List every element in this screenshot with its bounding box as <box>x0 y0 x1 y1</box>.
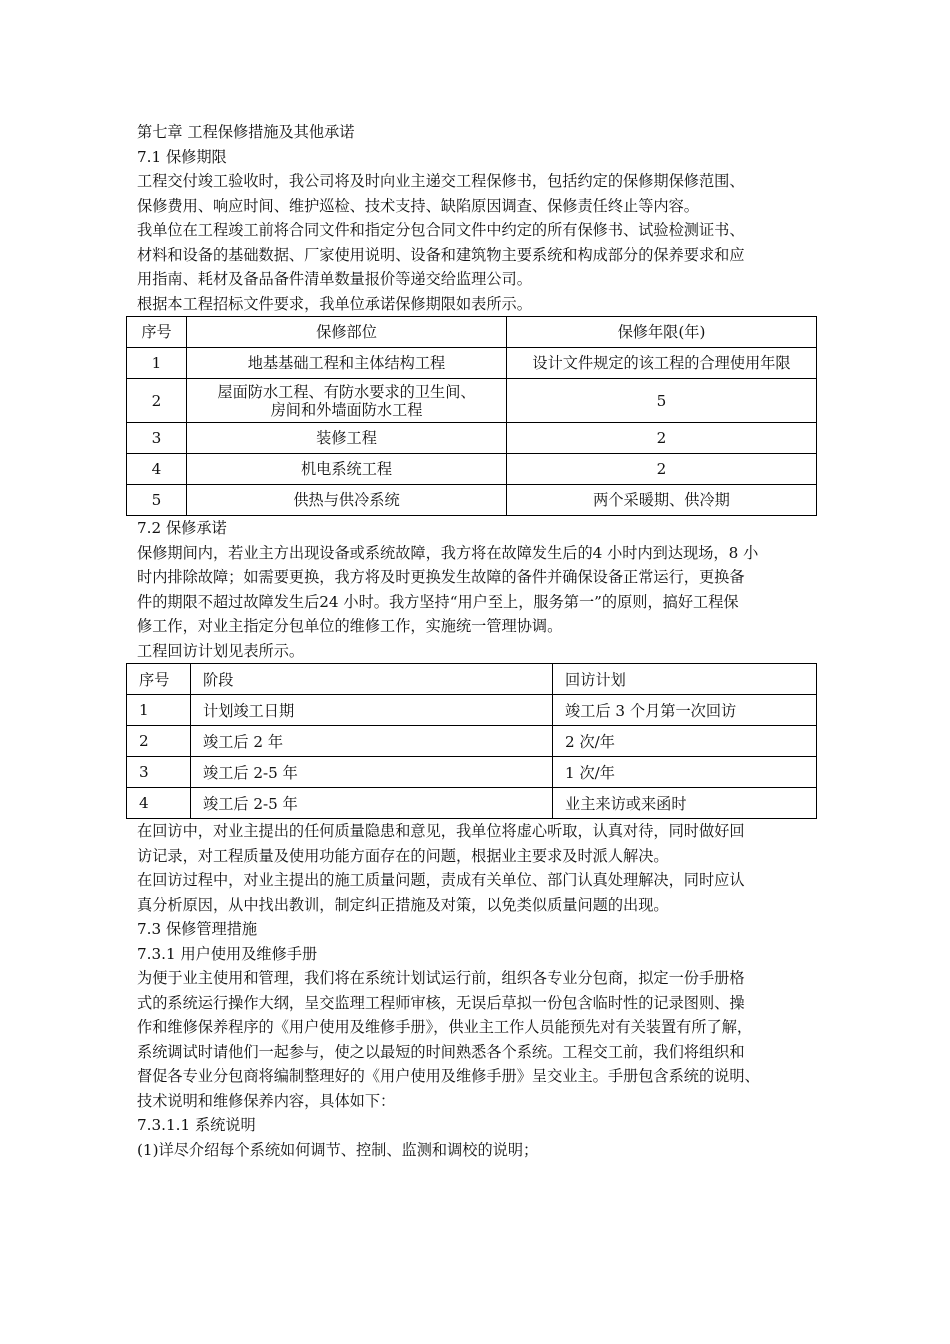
table-cell: 2 <box>507 423 817 454</box>
text-line: 用指南、耗材及备品备件清单数量报价等递交给监理公司。 <box>137 270 532 288</box>
text-line: 真分析原因，从中找出教训，制定纠正措施及对策，以免类似质量问题的出现。 <box>137 895 669 914</box>
text-line: 件的期限不超过故障发生后24 小时。我方坚持“用户至上，服务第一”的原则，搞好工程保 <box>137 592 739 611</box>
paragraph: 根据本工程招标文件要求，我单位承诺保修期限如表所示。 <box>137 294 532 313</box>
table-cell: 竣工后 2-5 年 <box>191 788 553 819</box>
text-line: 作和维修保养程序的《用户使用及维修手册》，供业主工作人员能预先对有关装置有所了解， <box>137 1018 753 1036</box>
table-header: 保修部位 <box>187 317 507 348</box>
subsection-heading: 7.3.1.1 系统说明 <box>137 1116 256 1134</box>
paragraph: 工程回访计划见表所示。 <box>137 641 305 660</box>
table-row <box>127 454 817 485</box>
table-cell: 3 <box>127 757 191 788</box>
table-cell: 供热与供冷系统 <box>187 485 507 516</box>
cell-line: 房间和外墙面防水工程 <box>270 400 423 419</box>
table-cell: 业主来访或来函时 <box>553 788 817 819</box>
section-heading: 7.1 保修期限 <box>137 147 227 166</box>
text-line: 保修期间内，若业主方出现设备或系统故障，我方将在故障发生后的4 小时内到达现场，8 小 <box>137 543 759 562</box>
table-header: 回访计划 <box>553 664 817 695</box>
cell-line: 屋面防水工程、有防水要求的卫生间、 <box>217 382 476 401</box>
table-cell <box>187 379 507 423</box>
text-line: 式的系统运行操作大纲，呈交监理工程师审核，无误后草拟一份包含临时性的记录图则、操 <box>137 993 745 1012</box>
table-row <box>127 788 817 819</box>
section-heading: 7.3 保修管理措施 <box>137 920 258 938</box>
table-cell: 竣工后 2 年 <box>191 726 553 757</box>
text-line: 时内排除故障；如需要更换，我方将及时更换发生故障的备件并确保设备正常运行，更换备 <box>137 568 745 586</box>
paragraph <box>137 868 827 917</box>
text-line: 工程交付竣工验收时，我公司将及时向业主递交工程保修书，包括约定的保修期保修范围、 <box>137 172 745 190</box>
table-header: 序号 <box>127 317 187 348</box>
paragraph <box>137 819 827 868</box>
table-cell: 2 次/年 <box>553 726 817 757</box>
return-visit-table <box>126 663 817 819</box>
chapter-title: 第七章 工程保修措施及其他承诺 <box>137 123 355 141</box>
text-line: 保修费用、响应时间、维护巡检、技术支持、缺陷原因调查、保修责任终止等内容。 <box>137 196 699 215</box>
table-cell: 设计文件规定的该工程的合理使用年限 <box>507 348 817 379</box>
text-line: 技术说明和维修保养内容，具体如下： <box>137 1091 396 1110</box>
table-cell: 1 <box>127 348 187 379</box>
subsection-heading: 7.3.1 用户使用及维修手册 <box>137 944 318 963</box>
text-line: 为便于业主使用和管理，我们将在系统计划试运行前，组织各专业分包商，拟定一份手册格 <box>137 969 745 987</box>
table-cell: 3 <box>127 423 187 454</box>
table-cell: 4 <box>127 788 191 819</box>
paragraph <box>137 966 827 1113</box>
table-cell: 地基基础工程和主体结构工程 <box>187 348 507 379</box>
text-line: 访记录，对工程质量及使用功能方面存在的问题，根据业主要求及时派人解决。 <box>137 846 669 865</box>
section-heading: 7.2 保修承诺 <box>137 519 227 537</box>
table-cell: 2 <box>127 379 187 423</box>
paragraph <box>137 218 827 292</box>
text-line: 修工作，对业主指定分包单位的维修工作，实施统一管理协调。 <box>137 617 563 635</box>
table-header: 阶段 <box>191 664 553 695</box>
table-row <box>127 485 817 516</box>
table-row <box>127 726 817 757</box>
table-cell: 2 <box>127 726 191 757</box>
text-line: 系统调试时请他们一起参与，使之以最短的时间熟悉各个系统。工程交工前，我们将组织和 <box>137 1042 745 1061</box>
table-cell: 2 <box>507 454 817 485</box>
table-cell: 5 <box>507 379 817 423</box>
table-row <box>127 379 817 423</box>
document-page <box>137 120 827 1162</box>
text-line: 督促各专业分包商将编制整理好的《用户使用及维修手册》呈交业主。手册包含系统的说明、 <box>137 1067 760 1085</box>
text-line: 材料和设备的基础数据、厂家使用说明、设备和建筑物主要系统和构成部分的保养要求和应 <box>137 245 745 264</box>
table-row <box>127 423 817 454</box>
table-cell: 两个采暖期、供冷期 <box>507 485 817 516</box>
table-cell: 装修工程 <box>187 423 507 454</box>
table-row <box>127 757 817 788</box>
text-line: 我单位在工程竣工前将合同文件和指定分包合同文件中约定的所有保修书、试验检测证书、 <box>137 221 745 239</box>
table-cell: 竣工后 3 个月第一次回访 <box>553 695 817 726</box>
text-line: 在回访中，对业主提出的任何质量隐患和意见，我单位将虚心听取，认真对待，同时做好回 <box>137 822 745 840</box>
table-cell: 1 <box>127 695 191 726</box>
table-header-row <box>127 317 817 348</box>
table-header-row <box>127 664 817 695</box>
table-cell: 4 <box>127 454 187 485</box>
table-cell: 计划竣工日期 <box>191 695 553 726</box>
table-header: 序号 <box>127 664 191 695</box>
paragraph <box>137 541 827 639</box>
table-cell: 竣工后 2-5 年 <box>191 757 553 788</box>
table-row <box>127 695 817 726</box>
table-row <box>127 348 817 379</box>
table-cell: 机电系统工程 <box>187 454 507 485</box>
list-item: (1)详尽介绍每个系统如何调节、控制、监测和调校的说明； <box>137 1140 539 1159</box>
paragraph <box>137 169 827 218</box>
table-cell: 1 次/年 <box>553 757 817 788</box>
warranty-period-table <box>126 316 817 516</box>
text-line: 在回访过程中，对业主提出的施工质量问题，责成有关单位、部门认真处理解决，同时应认 <box>137 871 745 889</box>
table-header: 保修年限(年) <box>507 317 817 348</box>
table-cell: 5 <box>127 485 187 516</box>
